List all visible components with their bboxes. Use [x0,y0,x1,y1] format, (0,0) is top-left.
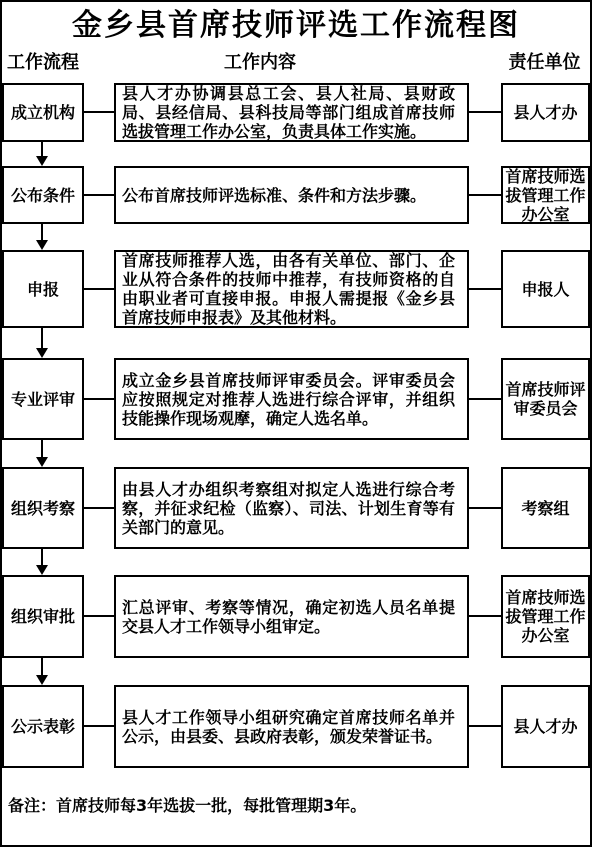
process-step-box [2,685,84,768]
page-title: 金乡县首席技师评选工作流程图 [72,8,520,43]
work-content-text: 由县人才办组织考察组对拟定人选进行综合考察，并征求纪检（监察）、司法、计划生育等有关部门的意见。 [122,479,455,537]
connector-line [83,111,114,113]
down-arrow-icon [41,440,43,457]
process-step-box [2,575,84,658]
down-arrow-icon [41,549,43,565]
responsible-unit-label: 考察组 [521,498,570,518]
process-step-box [2,467,84,549]
process-step-box [2,250,84,328]
work-content-box [114,467,469,549]
responsible-unit-label: 县人才办 [513,717,578,736]
responsible-unit-box [501,685,590,768]
process-step-box [2,83,84,142]
connector-line [469,507,501,509]
process-step-label: 申报 [26,279,59,299]
responsible-unit-label: 申报人 [521,279,570,299]
process-step-label: 组织审批 [10,607,75,626]
connector-line [469,398,501,400]
responsible-unit-box [501,250,590,328]
work-content-box [114,685,469,768]
connector-line [83,288,114,290]
responsible-unit-box [501,166,590,224]
work-content-text: 县人才工作领导小组研究确定首席技师名单并公示，由县委、县政府表彰，颁发荣誉证书。 [122,707,455,746]
connector-line [469,288,501,290]
connector-line [469,194,501,196]
connector-line [83,725,114,727]
column-header-process: 工作流程 [7,52,79,73]
connector-line [469,725,501,727]
work-content-box [114,250,469,328]
process-step-label: 组织考察 [10,498,75,518]
responsible-unit-box [501,467,590,549]
work-content-text: 县人才办协调县总工会、县人社局、县财政局、县经信局、县科技局等部门组成首席技师选拔管理工作办公室，负责具体工作实施。 [122,84,455,141]
column-header-unit: 责任单位 [508,52,581,73]
connector-line [469,111,501,113]
work-content-box [114,358,469,440]
work-content-box [114,575,469,658]
connector-line [83,615,114,617]
work-content-text: 汇总评审、考察等情况，确定初选人员名单提交县人才工作领导小组审定。 [122,597,455,636]
down-arrow-icon [41,328,43,348]
column-header-content: 工作内容 [224,52,296,73]
down-arrow-icon [41,658,43,675]
footnote-remark: 备注：首席技师每3年选拔一批，每批管理期3年。 [8,796,367,815]
responsible-unit-label: 首席技师选拔管理工作办公室 [505,166,586,224]
responsible-unit-box [501,575,590,658]
process-step-label: 公布条件 [10,185,75,205]
responsible-unit-label: 首席技师选拔管理工作办公室 [505,588,586,645]
connector-line [83,194,114,196]
responsible-unit-box [501,358,590,440]
responsible-unit-label: 县人才办 [513,103,578,122]
connector-line [83,507,114,509]
down-arrow-icon [41,142,43,156]
work-content-box [114,83,469,142]
work-content-text: 首席技师推荐人选，由各有关单位、部门、企业从符合条件的技师中推荐，有技师资格的自由职业者可直接申报。申报人需提报《金乡县首席技师申报表》及其他材料。 [122,251,455,327]
process-step-label: 专业评审 [10,389,75,409]
connector-line [469,615,501,617]
process-step-label: 公示表彰 [10,717,75,736]
work-content-text: 成立金乡县首席技师评审委员会。评审委员会应按照规定对推荐人选进行综合评审，并组织技能操作现场观摩，确定人选名单。 [122,370,455,428]
work-content-box [114,166,469,224]
connector-line [83,398,114,400]
responsible-unit-label: 首席技师评审委员会 [505,380,586,418]
process-step-box [2,358,84,440]
down-arrow-icon [41,224,43,240]
process-step-box [2,166,84,224]
process-step-label: 成立机构 [10,103,75,122]
work-content-text: 公布首席技师评选标准、条件和方法步骤。 [122,185,427,205]
responsible-unit-box [501,83,590,142]
